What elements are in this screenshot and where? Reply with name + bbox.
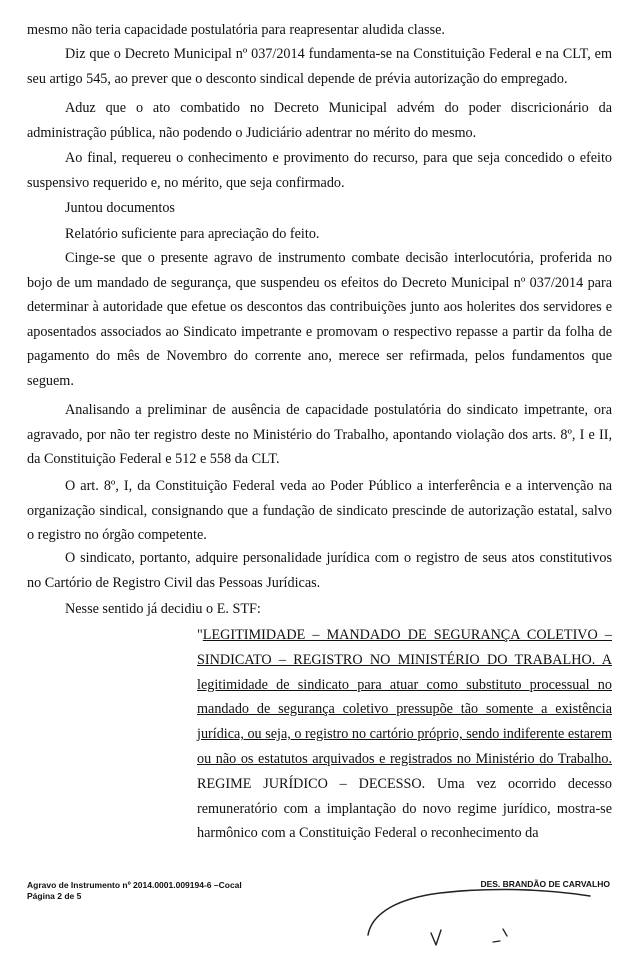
footer-case: Agravo de Instrumento nº 2014.0001.009194-6 –Cocal bbox=[27, 880, 242, 890]
quote-open: " bbox=[197, 627, 203, 643]
paragraph-8: Analisando a preliminar de ausência de capacidade postulatória do sindicato impetrante, ora agravado, por não ter registro deste no Ministério do Trabalho, apontando violação dos arts. 8º, I e II, da Constituição Federal e 512 e 558 da CLT. bbox=[27, 402, 612, 468]
quote-underlined: LEGITIMIDADE – MANDADO DE SEGURANÇA COLETIVO – SINDICATO – REGISTRO NO MINISTÉRIO DO TRABALHO. A legitimidade de sindicato para atuar como substituto processual no mandado de segurança coletivo pressupõe tão somente a existência jurídica, ou seja, o registro no cartório próprio, sendo indiferente estarem ou não os estatutos arquivados e registrados no Ministério do Trabalho. bbox=[197, 627, 612, 767]
footer-page-number: Página 2 de 5 bbox=[27, 891, 82, 901]
paragraph-1: mesmo não teria capacidade postulatória para reapresentar aludida classe. bbox=[27, 22, 445, 38]
paragraph-2: Diz que o Decreto Municipal nº 037/2014 fundamenta-se na Constituição Federal e na CLT, em seu artigo 545, ao prever que o desconto sindical depende de prévia autorização do empregado. bbox=[27, 46, 612, 87]
paragraph-4: Ao final, requereu o conhecimento e provimento do recurso, para que seja concedido o efeito suspensivo requerido e, no mérito, que seja confirmado. bbox=[27, 150, 612, 191]
footer-judge: DES. BRANDÃO DE CARVALHO bbox=[480, 879, 610, 889]
paragraph-6: Relatório suficiente para apreciação do feito. bbox=[65, 226, 320, 242]
paragraph-7: Cinge-se que o presente agravo de instrumento combate decisão interlocutória, proferida no bojo de um mandado de segurança, que suspendeu os efeitos do Decreto Municipal nº 037/2014 para determinar à autoridade que efetue os descontos das contribuições junto aos holerites dos servidores e aposentados associados ao Sindicato impetrante e promovam o respectivo repasse a partir da folha de pagamento do mês de Novembro do corrente ano, merece ser refirmada, pelos fundamentos que seguem. bbox=[27, 250, 612, 389]
paragraph-11: Nesse sentido já decidiu o E. STF: bbox=[65, 601, 261, 617]
paragraph-9: O art. 8º, I, da Constituição Federal veda ao Poder Público a interferência e a intervenção na organização sindical, consignando que a fundação de sindicato prescinde de autorização estatal, salvo o registro no órgão competente. bbox=[27, 478, 612, 544]
quote-rest: REGIME JURÍDICO – DECESSO. Uma vez ocorrido decesso remuneratório com a implantação do novo regime jurídico, mostra-se harmônico com a Constituição Federal o reconhecimento da bbox=[197, 775, 612, 842]
paragraph-3: Aduz que o ato combatido no Decreto Municipal advém do poder discricionário da administração pública, não podendo o Judiciário adentrar no mérito do mesmo. bbox=[27, 100, 612, 141]
paragraph-10: O sindicato, portanto, adquire personalidade jurídica com o registro de seus atos constitutivos no Cartório de Registro Civil das Pessoas Jurídicas. bbox=[27, 550, 612, 591]
paragraph-5: Juntou documentos bbox=[65, 200, 175, 216]
